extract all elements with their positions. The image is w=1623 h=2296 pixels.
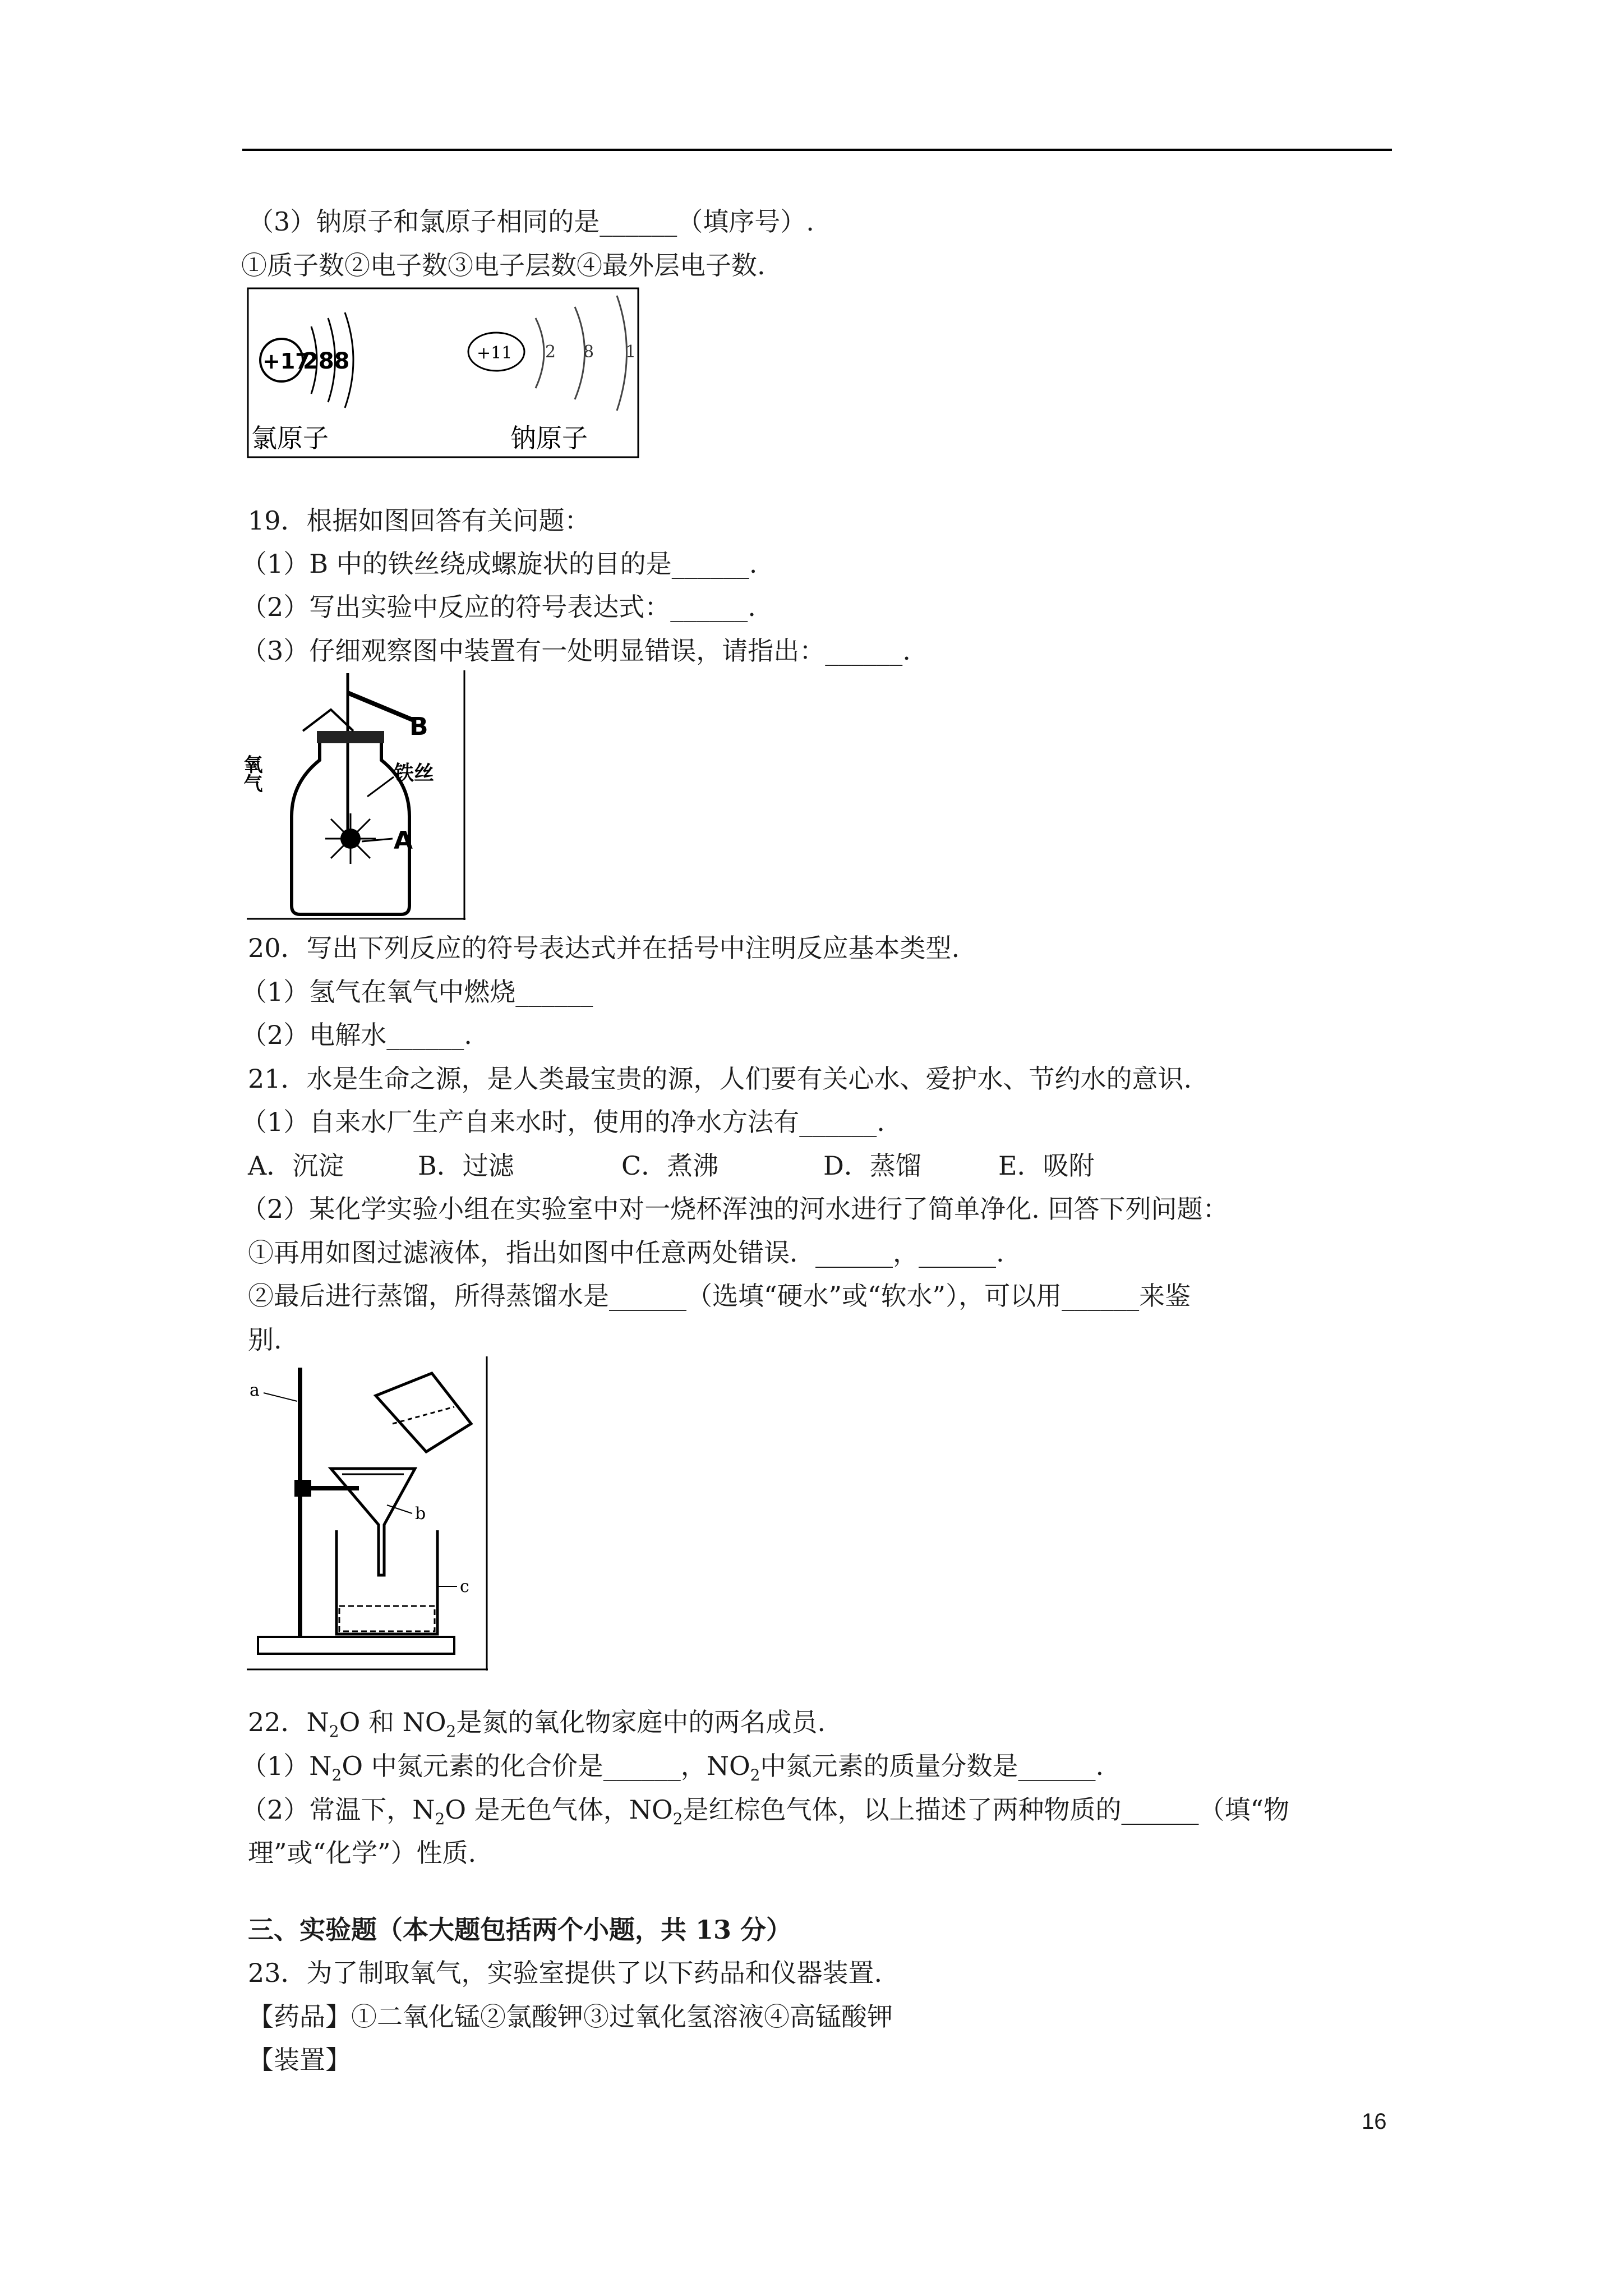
na-atom-label: 钠原子 — [510, 423, 588, 453]
bottle-lid — [317, 731, 384, 743]
q19-part1: （1）B 中的铁丝绕成螺旋状的目的是______. — [241, 549, 758, 579]
q21-part2: （2）某化学实验小组在实验室中对一烧杯浑浊的河水进行了简单净化. 回答下列问题： — [241, 1194, 1229, 1224]
cl-electron-count: 288 — [303, 348, 350, 374]
filtration-figure — [247, 1356, 488, 1671]
iron-wire-bottle-figure — [240, 670, 465, 920]
label-c: c — [460, 1577, 469, 1596]
stand-base — [258, 1637, 454, 1654]
header-rule — [242, 149, 1392, 151]
na-electrons-shell2: 8 — [583, 342, 594, 362]
q22-stem: 22．$N_2O$ 和 $NO_2$是氮的氧化物家庭中的两名成员. — [248, 1707, 826, 1741]
q21-option-c: C．煮沸 — [621, 1151, 719, 1181]
cl-nucleus-charge: +17 — [262, 349, 310, 374]
q23-devices: 【装置】 — [248, 2045, 351, 2075]
q21-option-b: B．过滤 — [418, 1151, 514, 1181]
q21-stem: 21．水是生命之源，是人类最宝贵的源，人们要有关心水、爱护水、节约水的意识. — [248, 1064, 1192, 1094]
q20-stem: 20．写出下列反应的符号表达式并在括号中注明反应基本类型. — [248, 933, 960, 963]
label-oxygen: 氧气 — [240, 754, 262, 793]
q23-drugs: 【药品】①二氧化锰②氯酸钾③过氧化氢溶液④高锰酸钾 — [248, 2001, 893, 2032]
filtrate — [339, 1606, 435, 1631]
cl-atom-label: 氯原子 — [251, 423, 329, 453]
q21-option-d: D．蒸馏 — [823, 1151, 921, 1181]
q19-part2: （2）写出实验中反应的符号表达式：______. — [241, 592, 756, 622]
label-b: B — [409, 712, 428, 741]
spark-center — [340, 829, 361, 849]
wire-holder — [348, 693, 415, 721]
q21-part2b-cont: 别. — [248, 1324, 282, 1355]
funnel — [331, 1469, 415, 1575]
q21-part2b: ②最后进行蒸馏，所得蒸馏水是______（选填“硬水”或“软水”），可以用______来鉴 — [248, 1281, 1191, 1311]
beaker-liquid — [393, 1407, 454, 1424]
na-nucleus-charge: +11 — [477, 343, 513, 363]
q22-part1: $(1)N_2O$ 中氮元素的化合价是______，$NO_2$中氮元素的质量分数是______. — [241, 1751, 1104, 1785]
arrow-wire — [367, 777, 394, 797]
atom-structure-figure — [247, 287, 639, 458]
page-number: 16 — [1362, 2109, 1387, 2134]
label-iron-wire: 铁丝 — [394, 762, 435, 785]
q18-part3-line1: （3）钠原子和氯原子相同的是______（填序号）. — [248, 206, 814, 237]
na-electrons-shell1: 2 — [545, 342, 556, 362]
q19-stem: 19．根据如图回答有关问题： — [248, 505, 591, 536]
q21-part1: （1）自来水厂生产自来水时，使用的净水方法有______. — [241, 1107, 885, 1137]
q21-option-e: E．吸附 — [998, 1151, 1095, 1181]
collecting-beaker — [336, 1530, 437, 1634]
q20-part2: （2）电解水______. — [241, 1020, 472, 1050]
section-3-title: 三、实验题（本大题包括两个小题，共 13 分） — [248, 1915, 792, 1945]
na-electrons-shell3: 1 — [625, 342, 637, 362]
q21-part2a: ①再用如图过滤液体，指出如图中任意两处错误．______，______. — [248, 1237, 1004, 1268]
na-shell-1 — [536, 318, 544, 388]
label-a: a — [250, 1381, 260, 1400]
q21-option-a: A．沉淀 — [248, 1151, 344, 1181]
q20-part1: （1）氢气在氧气中燃烧______ — [241, 977, 593, 1007]
label-a: A — [394, 826, 413, 855]
label-b: b — [415, 1504, 426, 1524]
q23-stem: 23．为了制取氧气，实验室提供了以下药品和仪器装置. — [248, 1958, 883, 1988]
q19-part3: （3）仔细观察图中装置有一处明显错误，请指出：______. — [241, 636, 911, 666]
q18-part3-options: ①质子数②电子数③电子层数④最外层电子数. — [241, 250, 766, 280]
glass-plate — [303, 710, 353, 731]
q22-part2: （2）常温下，$N_2O$ 是无色气体，$NO_2$是红棕色气体，以上描述了两种物质的______（填“物 — [241, 1795, 1290, 1829]
pointer-a — [264, 1393, 297, 1401]
q22-part2-cont: 理”或“化学”）性质. — [248, 1838, 477, 1868]
pouring-beaker — [376, 1373, 471, 1452]
